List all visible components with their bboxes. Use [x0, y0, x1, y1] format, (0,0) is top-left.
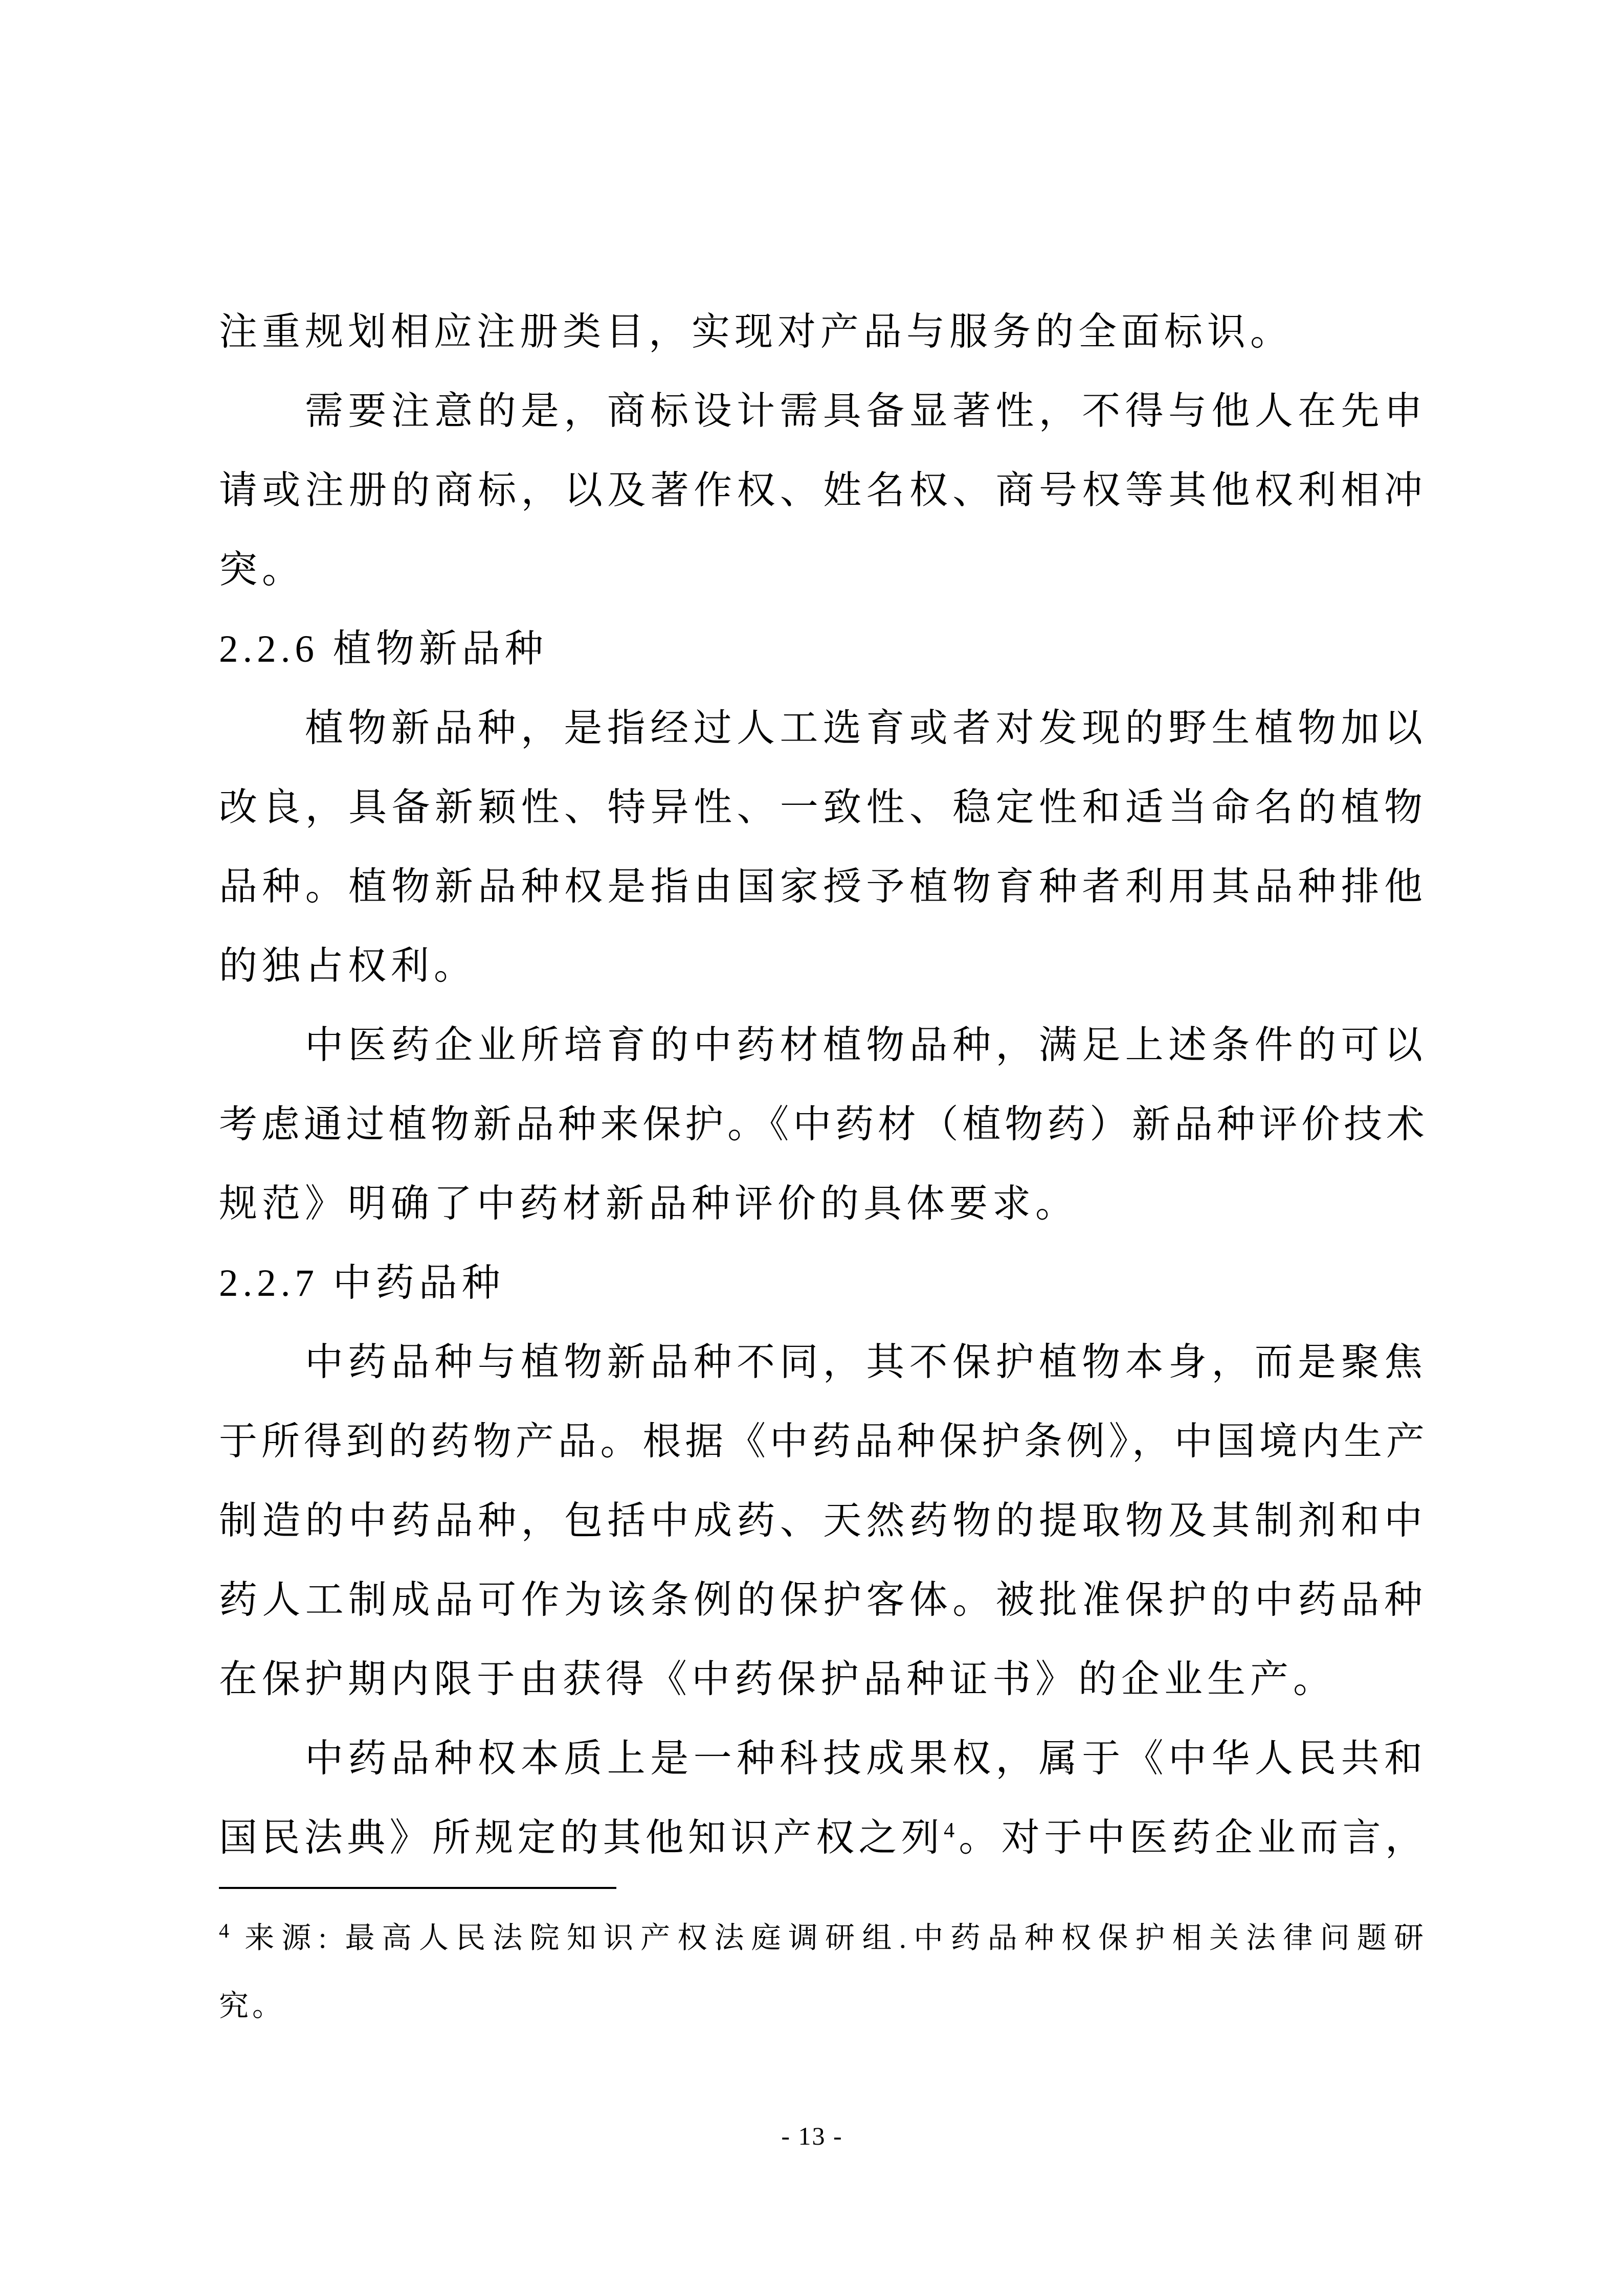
- footnote-separator-line: [219, 1887, 616, 1889]
- body-line-1: 注重规划相应注册类目，实现对产品与服务的全面标识。: [219, 311, 1294, 353]
- footnote: [219, 1904, 1427, 2040]
- body-line-20-continuation: 。对于中医药企业而言，: [958, 1817, 1427, 1859]
- body-line-20-text: 国民法典》所规定的其他知识产权之列: [219, 1817, 944, 1859]
- section-heading-226: 2.2.6 植物新品种: [219, 628, 548, 670]
- footnote-line-2: 究。: [219, 1989, 286, 2022]
- footnote-text: 来源: 最高人民法院知识产权法庭调研组.中药品种权保护相关法律问题研: [241, 1921, 1427, 1954]
- footnote-marker-superscript: 4: [219, 1919, 233, 1942]
- page-number: - 13 -: [781, 2122, 843, 2150]
- body-line-4: 突。: [219, 549, 305, 591]
- body-line-6: 植物新品种，是指经过人工选育或者对发现的野生植物加以: [305, 707, 1427, 750]
- body-line-20: [219, 1798, 1427, 1878]
- body-line-16: 制造的中药品种，包括中成药、天然药物的提取物及其制剂和中: [219, 1500, 1427, 1542]
- body-line-3: 请或注册的商标，以及著作权、姓名权、商号权等其他权利相冲: [219, 469, 1427, 512]
- body-line-8: 品种。植物新品种权是指由国家授予植物育种者利用其品种排他: [219, 866, 1427, 908]
- body-line-11: 考虑通过植物新品种来保护。《中药材（植物药）新品种评价技术: [219, 1104, 1427, 1146]
- body-line-15: 于所得到的药物产品。根据《中药品种保护条例》，中国境内生产: [219, 1421, 1427, 1463]
- body-line-12: 规范》明确了中药材新品种评价的具体要求。: [219, 1183, 1079, 1225]
- section-heading-227: 2.2.7 中药品种: [219, 1262, 505, 1304]
- body-line-9: 的独占权利。: [219, 945, 477, 987]
- body-line-2: 需要注意的是，商标设计需具备显著性，不得与他人在先申: [305, 390, 1427, 433]
- body-line-18: 在保护期内限于由获得《中药保护品种证书》的企业生产。: [219, 1658, 1337, 1701]
- body-line-10: 中医药企业所培育的中药材植物品种，满足上述条件的可以: [305, 1024, 1427, 1067]
- footnote-line-1: [219, 1904, 1427, 1972]
- body-line-14: 中药品种与植物新品种不同，其不保护植物本身，而是聚焦: [305, 1341, 1427, 1384]
- footnote-reference-superscript: 4: [944, 1819, 959, 1842]
- body-line-19: 中药品种权本质上是一种科技成果权，属于《中华人民共和: [305, 1738, 1427, 1780]
- text-column: [219, 292, 1427, 1878]
- body-line-7: 改良，具备新颖性、特异性、一致性、稳定性和适当命名的植物: [219, 786, 1427, 829]
- body-line-17: 药人工制成品可作为该条例的保护客体。被批准保护的中药品种: [219, 1579, 1427, 1622]
